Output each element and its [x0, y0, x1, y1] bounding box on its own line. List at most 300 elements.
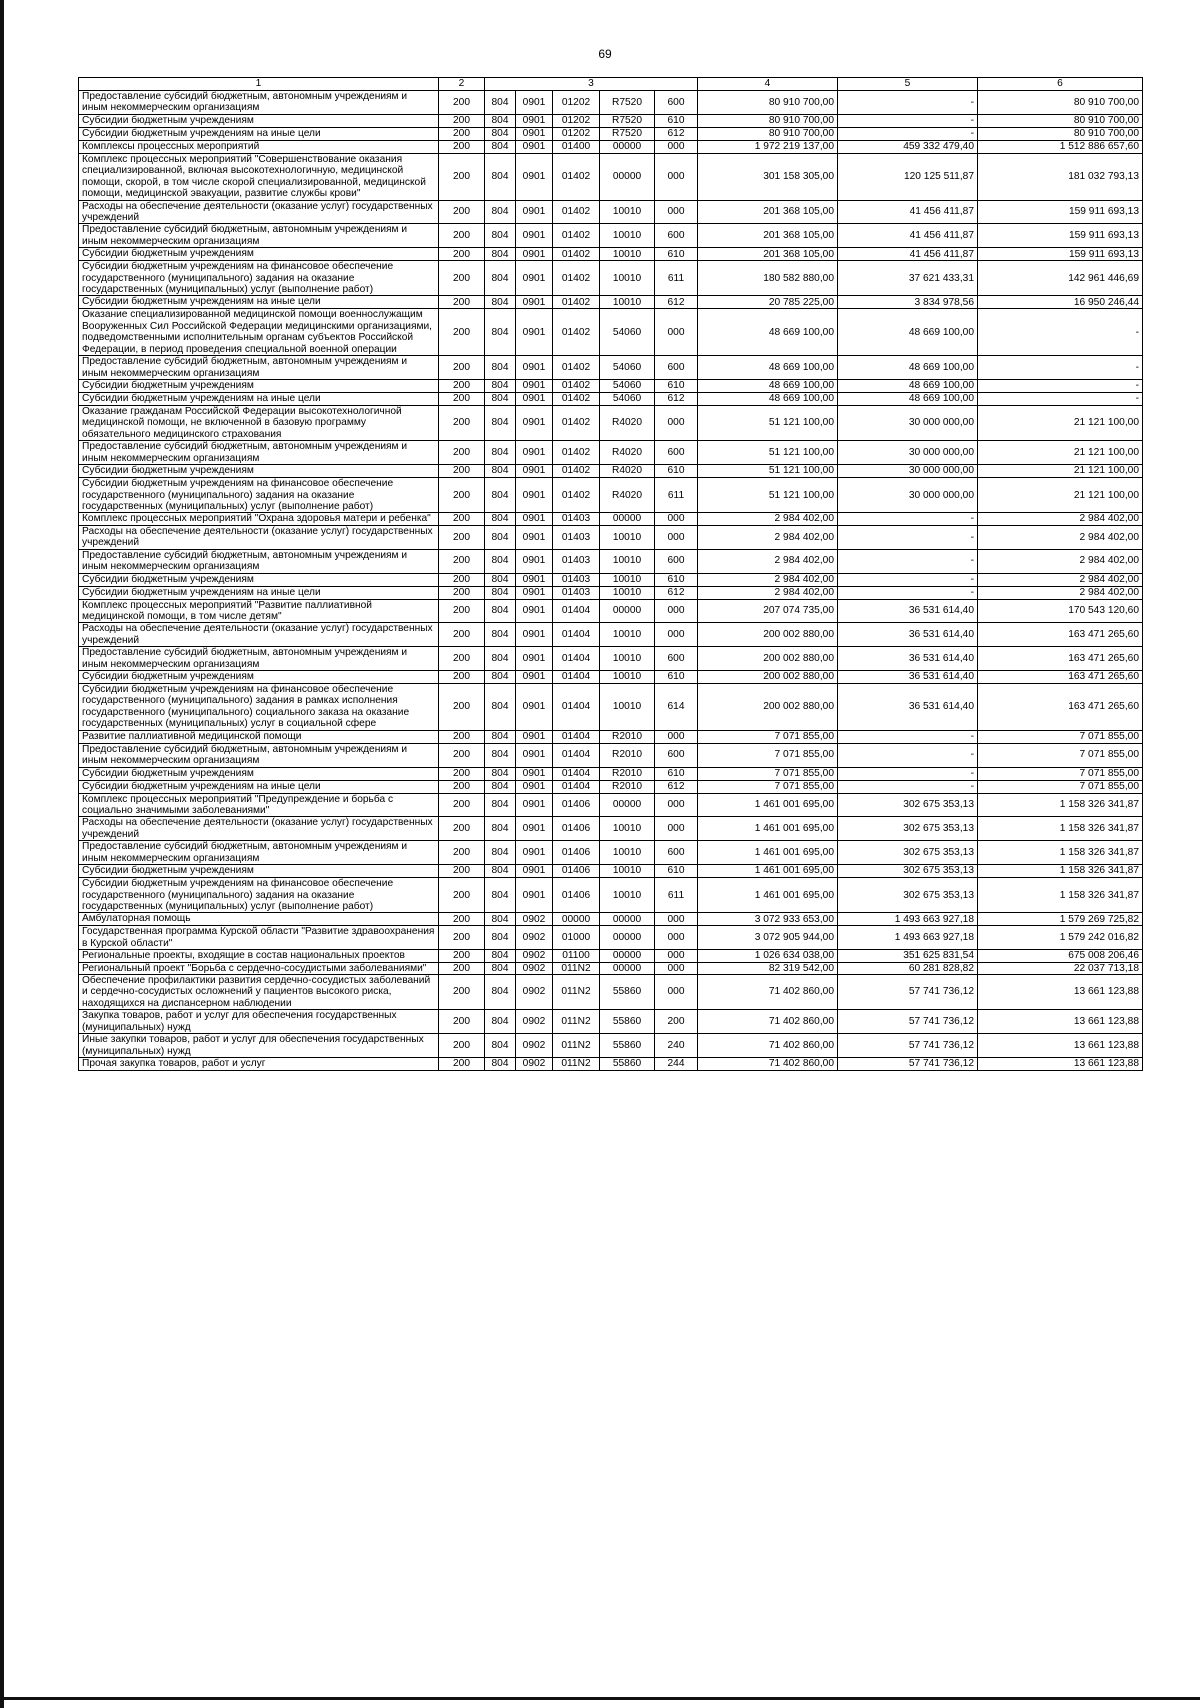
row-name: Прочая закупка товаров, работ и услуг: [79, 1058, 439, 1071]
row-value-4: 51 121 100,00: [698, 465, 838, 478]
row-value-6: 80 910 700,00: [978, 127, 1143, 140]
row-section: 0901: [516, 200, 553, 224]
row-value-5: 48 669 100,00: [838, 356, 978, 380]
row-value-6: 7 071 855,00: [978, 743, 1143, 767]
row-program: 011N2: [553, 1058, 600, 1071]
row-program: 01202: [553, 114, 600, 127]
row-code: 200: [439, 962, 485, 974]
row-name: Комплекс процессных мероприятий "Предупреждение и борьба с социально значимыми заболеваниями": [79, 793, 439, 817]
row-section: 0901: [516, 309, 553, 356]
table-row: [79, 817, 1143, 841]
row-section: 0901: [516, 730, 553, 743]
row-program: 01402: [553, 153, 600, 200]
row-value-4: 71 402 860,00: [698, 1010, 838, 1034]
row-value-4: 51 121 100,00: [698, 406, 838, 441]
row-name: Предоставление субсидий бюджетным, автономным учреждениям и иным некоммерческим организациям: [79, 841, 439, 865]
row-program: 01403: [553, 513, 600, 525]
table-row: [79, 573, 1143, 586]
row-value-4: 200 002 880,00: [698, 647, 838, 671]
row-code: 200: [439, 127, 485, 140]
row-value-4: 20 785 225,00: [698, 296, 838, 309]
row-section: 0901: [516, 573, 553, 586]
row-program: 011N2: [553, 1010, 600, 1034]
row-expense-type: 000: [655, 406, 698, 441]
table-row: [79, 114, 1143, 127]
row-name: Региональный проект "Борьба с сердечно-сосудистыми заболеваниями": [79, 962, 439, 974]
row-value-5: -: [838, 743, 978, 767]
table-row: [79, 586, 1143, 599]
row-expense-type: 610: [655, 767, 698, 780]
row-value-4: 7 071 855,00: [698, 767, 838, 780]
row-ministry: 804: [485, 913, 516, 926]
row-name: Предоставление субсидий бюджетным, автономным учреждениям и иным некоммерческим организациям: [79, 647, 439, 671]
table-row: [79, 1034, 1143, 1058]
row-direction: R2010: [600, 767, 655, 780]
row-expense-type: 000: [655, 817, 698, 841]
row-value-5: 302 675 353,13: [838, 878, 978, 913]
row-ministry: 804: [485, 309, 516, 356]
row-expense-type: 614: [655, 684, 698, 731]
table-row: [79, 406, 1143, 441]
row-code: 200: [439, 780, 485, 793]
row-ministry: 804: [485, 962, 516, 974]
row-value-6: 7 071 855,00: [978, 767, 1143, 780]
row-name: Субсидии бюджетным учреждениям на иные цели: [79, 127, 439, 140]
row-section: 0901: [516, 406, 553, 441]
row-code: 200: [439, 296, 485, 309]
row-value-6: 181 032 793,13: [978, 153, 1143, 200]
row-value-5: 302 675 353,13: [838, 841, 978, 865]
row-value-5: -: [838, 549, 978, 573]
row-program: 01404: [553, 743, 600, 767]
table-row: [79, 309, 1143, 356]
row-expense-type: 600: [655, 441, 698, 465]
row-value-6: 163 471 265,60: [978, 623, 1143, 647]
row-value-4: 200 002 880,00: [698, 684, 838, 731]
row-section: 0901: [516, 224, 553, 248]
row-value-5: 36 531 614,40: [838, 599, 978, 623]
row-ministry: 804: [485, 406, 516, 441]
row-ministry: 804: [485, 380, 516, 393]
row-value-4: 201 368 105,00: [698, 224, 838, 248]
row-value-5: 30 000 000,00: [838, 478, 978, 513]
row-value-6: 13 661 123,88: [978, 975, 1143, 1010]
row-direction: 10010: [600, 841, 655, 865]
row-value-6: 159 911 693,13: [978, 200, 1143, 224]
row-value-6: 1 158 326 341,87: [978, 841, 1143, 865]
row-direction: R7520: [600, 127, 655, 140]
row-name: Расходы на обеспечение деятельности (оказание услуг) государственных учреждений: [79, 200, 439, 224]
row-direction: 10010: [600, 224, 655, 248]
row-value-5: 120 125 511,87: [838, 153, 978, 200]
row-code: 200: [439, 406, 485, 441]
row-ministry: 804: [485, 865, 516, 878]
row-code: 200: [439, 975, 485, 1010]
row-program: 01402: [553, 393, 600, 406]
row-program: 00000: [553, 913, 600, 926]
table-row: [79, 478, 1143, 513]
row-value-5: -: [838, 730, 978, 743]
row-code: 200: [439, 623, 485, 647]
row-code: 200: [439, 878, 485, 913]
row-value-6: 2 984 402,00: [978, 525, 1143, 549]
row-expense-type: 600: [655, 224, 698, 248]
row-code: 200: [439, 91, 485, 115]
row-ministry: 804: [485, 296, 516, 309]
row-code: 200: [439, 393, 485, 406]
row-expense-type: 610: [655, 573, 698, 586]
row-value-6: 1 158 326 341,87: [978, 878, 1143, 913]
row-section: 0901: [516, 140, 553, 153]
row-program: 011N2: [553, 1034, 600, 1058]
row-value-4: 2 984 402,00: [698, 549, 838, 573]
row-ministry: 804: [485, 513, 516, 525]
table-row: [79, 441, 1143, 465]
row-program: 01202: [553, 127, 600, 140]
row-expense-type: 610: [655, 465, 698, 478]
row-ministry: 804: [485, 623, 516, 647]
row-code: 200: [439, 647, 485, 671]
row-value-5: 48 669 100,00: [838, 380, 978, 393]
row-expense-type: 611: [655, 878, 698, 913]
table-row: [79, 865, 1143, 878]
row-value-4: 201 368 105,00: [698, 200, 838, 224]
row-ministry: 804: [485, 200, 516, 224]
row-section: 0901: [516, 127, 553, 140]
row-value-6: 170 543 120,60: [978, 599, 1143, 623]
row-program: 01402: [553, 465, 600, 478]
row-section: 0901: [516, 465, 553, 478]
row-expense-type: 000: [655, 926, 698, 950]
row-section: 0902: [516, 950, 553, 962]
row-code: 200: [439, 140, 485, 153]
column-number: 4: [698, 78, 838, 91]
row-expense-type: 000: [655, 730, 698, 743]
row-expense-type: 600: [655, 356, 698, 380]
row-name: Субсидии бюджетным учреждениям на иные цели: [79, 780, 439, 793]
table-row: [79, 623, 1143, 647]
row-value-4: 51 121 100,00: [698, 441, 838, 465]
row-program: 01403: [553, 586, 600, 599]
row-code: 200: [439, 356, 485, 380]
row-direction: 00000: [600, 153, 655, 200]
row-value-6: 1 512 886 657,60: [978, 140, 1143, 153]
row-value-5: 1 493 663 927,18: [838, 913, 978, 926]
row-value-4: 1 461 001 695,00: [698, 865, 838, 878]
row-value-5: 351 625 831,54: [838, 950, 978, 962]
row-value-5: -: [838, 91, 978, 115]
row-expense-type: 610: [655, 865, 698, 878]
table-row: [79, 684, 1143, 731]
row-expense-type: 000: [655, 975, 698, 1010]
row-value-5: 57 741 736,12: [838, 1010, 978, 1034]
row-program: 01402: [553, 441, 600, 465]
row-code: 200: [439, 573, 485, 586]
row-direction: 10010: [600, 525, 655, 549]
table-row: [79, 224, 1143, 248]
row-value-5: 48 669 100,00: [838, 393, 978, 406]
row-expense-type: 000: [655, 200, 698, 224]
row-name: Оказание гражданам Российской Федерации высокотехнологичной медицинской помощи, не включенной в базовую программу обязательного медицинского страхования: [79, 406, 439, 441]
row-code: 200: [439, 950, 485, 962]
row-ministry: 804: [485, 525, 516, 549]
row-section: 0901: [516, 841, 553, 865]
row-value-5: 60 281 828,82: [838, 962, 978, 974]
row-ministry: 804: [485, 975, 516, 1010]
row-value-4: 180 582 880,00: [698, 261, 838, 296]
row-section: 0901: [516, 356, 553, 380]
row-value-4: 2 984 402,00: [698, 586, 838, 599]
row-section: 0901: [516, 599, 553, 623]
row-name: Региональные проекты, входящие в состав национальных проектов: [79, 950, 439, 962]
row-ministry: 804: [485, 127, 516, 140]
row-direction: R7520: [600, 91, 655, 115]
row-ministry: 804: [485, 684, 516, 731]
row-program: 01404: [553, 671, 600, 684]
row-value-6: 159 911 693,13: [978, 248, 1143, 261]
table-row: [79, 140, 1143, 153]
row-value-5: 36 531 614,40: [838, 684, 978, 731]
row-section: 0901: [516, 380, 553, 393]
row-program: 01202: [553, 91, 600, 115]
table-row: [79, 1010, 1143, 1034]
row-direction: 10010: [600, 296, 655, 309]
row-direction: 00000: [600, 962, 655, 974]
row-section: 0901: [516, 91, 553, 115]
row-program: 01404: [553, 780, 600, 793]
row-value-6: 13 661 123,88: [978, 1058, 1143, 1071]
row-value-6: 7 071 855,00: [978, 730, 1143, 743]
row-expense-type: 611: [655, 478, 698, 513]
row-value-6: 2 984 402,00: [978, 586, 1143, 599]
row-ministry: 804: [485, 465, 516, 478]
row-value-4: 1 972 219 137,00: [698, 140, 838, 153]
row-program: 01404: [553, 599, 600, 623]
row-value-5: -: [838, 127, 978, 140]
row-direction: R4020: [600, 478, 655, 513]
row-ministry: 804: [485, 573, 516, 586]
row-value-4: 201 368 105,00: [698, 248, 838, 261]
row-value-4: 2 984 402,00: [698, 525, 838, 549]
row-direction: R2010: [600, 743, 655, 767]
row-direction: R2010: [600, 780, 655, 793]
row-direction: 10010: [600, 623, 655, 647]
row-expense-type: 612: [655, 393, 698, 406]
row-value-4: 1 461 001 695,00: [698, 793, 838, 817]
row-name: Субсидии бюджетным учреждениям: [79, 767, 439, 780]
row-name: Субсидии бюджетным учреждениям: [79, 248, 439, 261]
row-direction: 10010: [600, 865, 655, 878]
row-direction: R2010: [600, 730, 655, 743]
row-program: 01402: [553, 248, 600, 261]
row-ministry: 804: [485, 91, 516, 115]
row-program: 01404: [553, 647, 600, 671]
row-name: Комплекс процессных мероприятий "Развитие паллиативной медицинской помощи, в том числе детям": [79, 599, 439, 623]
table-row: [79, 465, 1143, 478]
row-value-6: -: [978, 393, 1143, 406]
column-number: 3: [485, 78, 698, 91]
table-row: [79, 153, 1143, 200]
row-section: 0901: [516, 478, 553, 513]
row-direction: 00000: [600, 599, 655, 623]
row-value-6: 1 158 326 341,87: [978, 817, 1143, 841]
row-expense-type: 244: [655, 1058, 698, 1071]
row-direction: R4020: [600, 465, 655, 478]
row-value-4: 1 461 001 695,00: [698, 878, 838, 913]
row-value-5: 57 741 736,12: [838, 1034, 978, 1058]
row-name: Предоставление субсидий бюджетным, автономным учреждениям и иным некоммерческим организациям: [79, 743, 439, 767]
row-section: 0901: [516, 513, 553, 525]
row-section: 0901: [516, 793, 553, 817]
row-value-5: -: [838, 525, 978, 549]
row-section: 0902: [516, 926, 553, 950]
row-value-5: 3 834 978,56: [838, 296, 978, 309]
row-value-5: 36 531 614,40: [838, 671, 978, 684]
row-value-4: 7 071 855,00: [698, 730, 838, 743]
row-name: Субсидии бюджетным учреждениям на финансовое обеспечение государственного (муниципального) задания на оказание государственных (муниципальных) услуг (выполнение работ): [79, 478, 439, 513]
row-value-4: 207 074 735,00: [698, 599, 838, 623]
row-value-5: 57 741 736,12: [838, 975, 978, 1010]
row-name: Субсидии бюджетным учреждениям на иные цели: [79, 586, 439, 599]
row-expense-type: 200: [655, 1010, 698, 1034]
row-section: 0902: [516, 1034, 553, 1058]
row-direction: 55860: [600, 1034, 655, 1058]
row-value-5: 37 621 433,31: [838, 261, 978, 296]
row-value-5: -: [838, 573, 978, 586]
row-value-4: 2 984 402,00: [698, 513, 838, 525]
table-row: [79, 767, 1143, 780]
row-code: 200: [439, 549, 485, 573]
row-direction: 00000: [600, 513, 655, 525]
row-section: 0902: [516, 1010, 553, 1034]
row-code: 200: [439, 684, 485, 731]
row-expense-type: 000: [655, 309, 698, 356]
row-value-4: 80 910 700,00: [698, 114, 838, 127]
row-ministry: 804: [485, 478, 516, 513]
row-expense-type: 611: [655, 261, 698, 296]
row-section: 0902: [516, 913, 553, 926]
row-value-4: 200 002 880,00: [698, 671, 838, 684]
row-value-4: 200 002 880,00: [698, 623, 838, 647]
row-name: Закупка товаров, работ и услуг для обеспечения государственных (муниципальных) нужд: [79, 1010, 439, 1034]
row-value-4: 71 402 860,00: [698, 1058, 838, 1071]
row-ministry: 804: [485, 393, 516, 406]
row-ministry: 804: [485, 441, 516, 465]
table-row: [79, 926, 1143, 950]
row-name: Предоставление субсидий бюджетным, автономным учреждениям и иным некоммерческим организациям: [79, 441, 439, 465]
row-code: 200: [439, 730, 485, 743]
row-expense-type: 612: [655, 127, 698, 140]
row-value-6: 13 661 123,88: [978, 1010, 1143, 1034]
column-number: 1: [79, 78, 439, 91]
row-expense-type: 600: [655, 91, 698, 115]
row-name: Комплекс процессных мероприятий "Совершенствование оказания специализированной, включая высокотехнологичную, медицинской помощи, скорой, в том числе скорой специализированной, медицинской помощи, медицинской эвакуации, развитие службы крови": [79, 153, 439, 200]
row-value-6: 163 471 265,60: [978, 684, 1143, 731]
row-value-4: 1 026 634 038,00: [698, 950, 838, 962]
row-ministry: 804: [485, 926, 516, 950]
row-value-6: 2 984 402,00: [978, 549, 1143, 573]
row-ministry: 804: [485, 817, 516, 841]
row-section: 0901: [516, 296, 553, 309]
column-number-row: [79, 78, 1143, 91]
row-name: Комплекс процессных мероприятий "Охрана здоровья матери и ребенка": [79, 513, 439, 525]
row-program: 01402: [553, 406, 600, 441]
row-value-5: -: [838, 114, 978, 127]
row-program: 01404: [553, 767, 600, 780]
row-section: 0901: [516, 549, 553, 573]
row-name: Субсидии бюджетным учреждениям: [79, 671, 439, 684]
row-code: 200: [439, 261, 485, 296]
row-value-5: 30 000 000,00: [838, 441, 978, 465]
row-direction: 00000: [600, 926, 655, 950]
row-value-6: 21 121 100,00: [978, 465, 1143, 478]
table-row: [79, 356, 1143, 380]
row-value-6: 142 961 446,69: [978, 261, 1143, 296]
row-direction: 54060: [600, 380, 655, 393]
row-value-6: 80 910 700,00: [978, 91, 1143, 115]
row-program: 01402: [553, 200, 600, 224]
table-row: [79, 913, 1143, 926]
table-row: [79, 841, 1143, 865]
table-row: [79, 780, 1143, 793]
row-ministry: 804: [485, 356, 516, 380]
column-number: 5: [838, 78, 978, 91]
row-name: Предоставление субсидий бюджетным, автономным учреждениям и иным некоммерческим организациям: [79, 91, 439, 115]
row-value-6: -: [978, 380, 1143, 393]
row-name: Субсидии бюджетным учреждениям: [79, 114, 439, 127]
row-value-5: 459 332 479,40: [838, 140, 978, 153]
row-section: 0901: [516, 684, 553, 731]
row-expense-type: 600: [655, 647, 698, 671]
row-ministry: 804: [485, 743, 516, 767]
row-name: Субсидии бюджетным учреждениям на финансовое обеспечение государственного (муниципального) задания в рамках исполнения государственного (муниципального) социального заказа на оказание государственных (муниципальных) услуг в социальной сфере: [79, 684, 439, 731]
row-name: Предоставление субсидий бюджетным, автономным учреждениям и иным некоммерческим организациям: [79, 224, 439, 248]
row-expense-type: 000: [655, 913, 698, 926]
row-name: Субсидии бюджетным учреждениям на иные цели: [79, 296, 439, 309]
row-value-5: 302 675 353,13: [838, 793, 978, 817]
row-code: 200: [439, 478, 485, 513]
row-name: Субсидии бюджетным учреждениям: [79, 865, 439, 878]
row-value-6: 2 984 402,00: [978, 573, 1143, 586]
row-direction: 10010: [600, 573, 655, 586]
row-value-4: 48 669 100,00: [698, 356, 838, 380]
table-row: [79, 261, 1143, 296]
row-name: Субсидии бюджетным учреждениям на финансовое обеспечение государственного (муниципального) задания на оказание государственных (муниципальных) услуг (выполнение работ): [79, 261, 439, 296]
row-code: 200: [439, 817, 485, 841]
row-expense-type: 000: [655, 525, 698, 549]
row-value-4: 7 071 855,00: [698, 743, 838, 767]
row-value-4: 3 072 933 653,00: [698, 913, 838, 926]
row-value-6: 159 911 693,13: [978, 224, 1143, 248]
row-expense-type: 610: [655, 380, 698, 393]
row-program: 01406: [553, 865, 600, 878]
row-program: 01402: [553, 478, 600, 513]
scan-left-edge: [0, 0, 4, 1708]
row-direction: 00000: [600, 140, 655, 153]
table-row: [79, 127, 1143, 140]
row-expense-type: 000: [655, 153, 698, 200]
row-direction: 10010: [600, 248, 655, 261]
row-value-5: -: [838, 767, 978, 780]
row-name: Амбулаторная помощь: [79, 913, 439, 926]
table-row: [79, 549, 1143, 573]
row-name: Субсидии бюджетным учреждениям: [79, 573, 439, 586]
row-ministry: 804: [485, 1058, 516, 1071]
row-code: 200: [439, 309, 485, 356]
row-value-4: 1 461 001 695,00: [698, 817, 838, 841]
row-expense-type: 000: [655, 623, 698, 647]
row-name: Государственная программа Курской области "Развитие здравоохранения в Курской области": [79, 926, 439, 950]
